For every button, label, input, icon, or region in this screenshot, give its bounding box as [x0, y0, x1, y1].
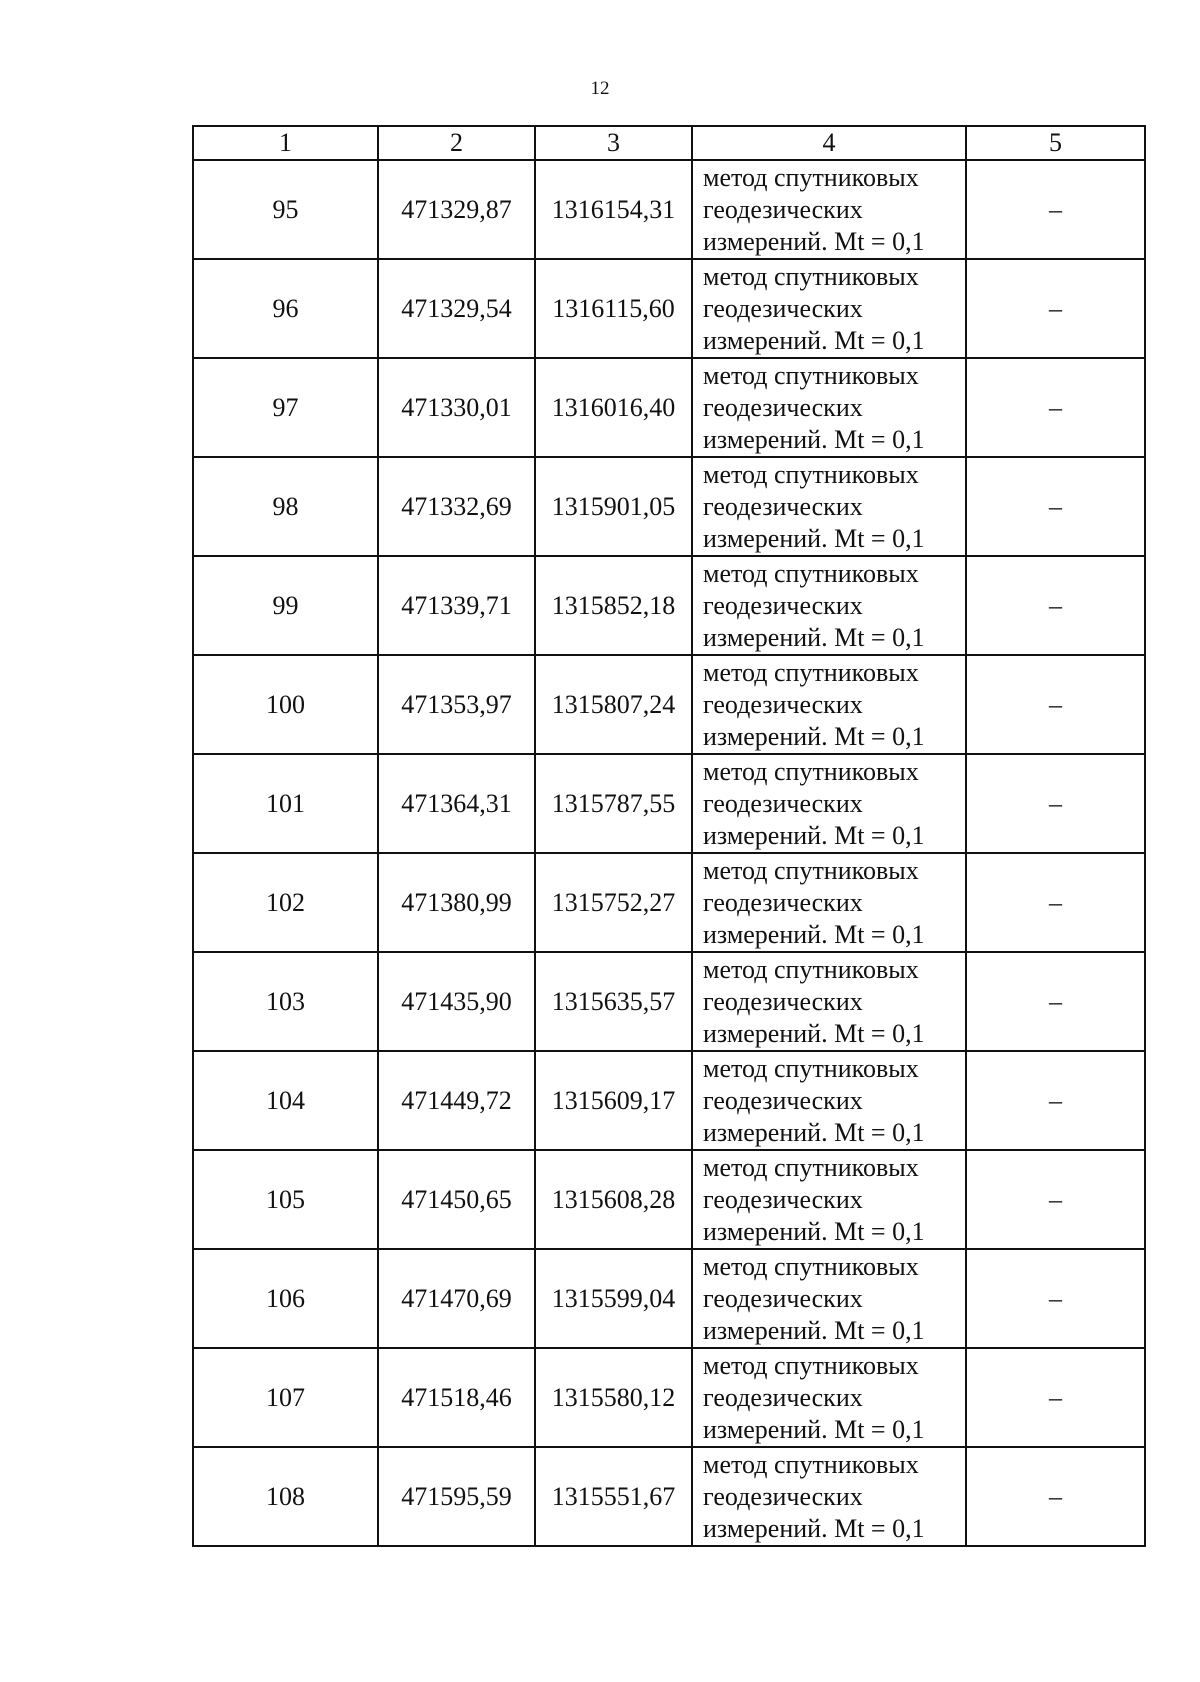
y-coordinate-cell: 1315807,24 [535, 655, 692, 754]
note-cell: – [966, 952, 1145, 1051]
y-coordinate-cell: 1315852,18 [535, 556, 692, 655]
method-line: измерений. Mt = 0,1 [703, 721, 925, 751]
y-coordinate-cell: 1315635,57 [535, 952, 692, 1051]
table-row [193, 1447, 1145, 1546]
x-coordinate-cell: 471353,97 [378, 655, 535, 754]
table-row [193, 1348, 1145, 1447]
table-row [193, 655, 1145, 754]
note-cell: – [966, 1051, 1145, 1150]
method-line: геодезических [703, 1184, 863, 1214]
point-number-cell: 95 [193, 160, 378, 259]
x-coordinate-cell: 471380,99 [378, 853, 535, 952]
method-line: геодезических [703, 986, 863, 1016]
point-number-cell: 107 [193, 1348, 378, 1447]
note-cell: – [966, 1150, 1145, 1249]
y-coordinate-cell: 1315608,28 [535, 1150, 692, 1249]
point-number-cell: 102 [193, 853, 378, 952]
method-line: метод спутниковых [703, 1053, 919, 1083]
note-cell: – [966, 1348, 1145, 1447]
note-cell: – [966, 1447, 1145, 1546]
method-cell [692, 1447, 966, 1546]
method-line: геодезических [703, 689, 863, 719]
method-line: измерений. Mt = 0,1 [703, 1414, 925, 1444]
y-coordinate-cell: 1315901,05 [535, 457, 692, 556]
table-row [193, 754, 1145, 853]
x-coordinate-cell: 471330,01 [378, 358, 535, 457]
point-number-cell: 99 [193, 556, 378, 655]
method-line: геодезических [703, 1283, 863, 1313]
table-row [193, 1051, 1145, 1150]
x-coordinate-cell: 471435,90 [378, 952, 535, 1051]
header-cell-5: 5 [966, 126, 1145, 160]
method-line: метод спутниковых [703, 162, 919, 192]
table-row [193, 952, 1145, 1051]
note-cell: – [966, 655, 1145, 754]
method-cell [692, 655, 966, 754]
method-cell [692, 952, 966, 1051]
x-coordinate-cell: 471470,69 [378, 1249, 535, 1348]
table-row [193, 556, 1145, 655]
method-line: измерений. Mt = 0,1 [703, 1018, 925, 1048]
method-line: измерений. Mt = 0,1 [703, 1315, 925, 1345]
note-cell: – [966, 358, 1145, 457]
table-row [193, 160, 1145, 259]
method-cell [692, 853, 966, 952]
x-coordinate-cell: 471329,87 [378, 160, 535, 259]
method-line: измерений. Mt = 0,1 [703, 325, 925, 355]
x-coordinate-cell: 471364,31 [378, 754, 535, 853]
method-line: геодезических [703, 1481, 863, 1511]
table-row [193, 853, 1145, 952]
point-number-cell: 101 [193, 754, 378, 853]
method-line: метод спутниковых [703, 1152, 919, 1182]
note-cell: – [966, 160, 1145, 259]
y-coordinate-cell: 1315787,55 [535, 754, 692, 853]
method-line: геодезических [703, 887, 863, 917]
y-coordinate-cell: 1316115,60 [535, 259, 692, 358]
note-cell: – [966, 259, 1145, 358]
point-number-cell: 97 [193, 358, 378, 457]
method-line: метод спутниковых [703, 756, 919, 786]
table-row [193, 1150, 1145, 1249]
method-line: метод спутниковых [703, 1251, 919, 1281]
method-cell [692, 259, 966, 358]
x-coordinate-cell: 471332,69 [378, 457, 535, 556]
method-line: измерений. Mt = 0,1 [703, 919, 925, 949]
note-cell: – [966, 556, 1145, 655]
point-number-cell: 100 [193, 655, 378, 754]
y-coordinate-cell: 1315551,67 [535, 1447, 692, 1546]
x-coordinate-cell: 471449,72 [378, 1051, 535, 1150]
y-coordinate-cell: 1315609,17 [535, 1051, 692, 1150]
method-cell [692, 556, 966, 655]
y-coordinate-cell: 1316016,40 [535, 358, 692, 457]
point-number-cell: 106 [193, 1249, 378, 1348]
method-line: метод спутниковых [703, 954, 919, 984]
header-cell-2: 2 [378, 126, 535, 160]
method-line: метод спутниковых [703, 855, 919, 885]
page-number: 12 [590, 78, 610, 99]
y-coordinate-cell: 1315580,12 [535, 1348, 692, 1447]
y-coordinate-cell: 1315599,04 [535, 1249, 692, 1348]
method-line: измерений. Mt = 0,1 [703, 1216, 925, 1246]
x-coordinate-cell: 471595,59 [378, 1447, 535, 1546]
method-cell [692, 754, 966, 853]
x-coordinate-cell: 471329,54 [378, 259, 535, 358]
method-cell [692, 1249, 966, 1348]
method-line: метод спутниковых [703, 1449, 919, 1479]
coordinates-table [192, 125, 1146, 1547]
y-coordinate-cell: 1316154,31 [535, 160, 692, 259]
method-line: геодезических [703, 491, 863, 521]
x-coordinate-cell: 471518,46 [378, 1348, 535, 1447]
table-row [193, 457, 1145, 556]
point-number-cell: 96 [193, 259, 378, 358]
method-cell [692, 1051, 966, 1150]
table-body [193, 160, 1145, 1546]
header-cell-3: 3 [535, 126, 692, 160]
method-cell [692, 1348, 966, 1447]
method-line: измерений. Mt = 0,1 [703, 1117, 925, 1147]
point-number-cell: 103 [193, 952, 378, 1051]
method-line: метод спутниковых [703, 558, 919, 588]
method-line: измерений. Mt = 0,1 [703, 820, 925, 850]
method-line: геодезических [703, 194, 863, 224]
method-line: измерений. Mt = 0,1 [703, 523, 925, 553]
method-line: метод спутниковых [703, 459, 919, 489]
method-line: измерений. Mt = 0,1 [703, 1513, 925, 1543]
method-line: метод спутниковых [703, 360, 919, 390]
method-line: геодезических [703, 392, 863, 422]
note-cell: – [966, 1249, 1145, 1348]
point-number-cell: 105 [193, 1150, 378, 1249]
note-cell: – [966, 754, 1145, 853]
point-number-cell: 98 [193, 457, 378, 556]
method-line: измерений. Mt = 0,1 [703, 622, 925, 652]
point-number-cell: 108 [193, 1447, 378, 1546]
note-cell: – [966, 457, 1145, 556]
method-line: метод спутниковых [703, 657, 919, 687]
method-line: метод спутниковых [703, 261, 919, 291]
table-row [193, 259, 1145, 358]
method-line: измерений. Mt = 0,1 [703, 424, 925, 454]
method-cell [692, 160, 966, 259]
header-cell-4: 4 [692, 126, 966, 160]
point-number-cell: 104 [193, 1051, 378, 1150]
x-coordinate-cell: 471339,71 [378, 556, 535, 655]
header-row [193, 126, 1145, 160]
method-line: геодезических [703, 1382, 863, 1412]
method-cell [692, 358, 966, 457]
method-line: геодезических [703, 788, 863, 818]
method-cell [692, 1150, 966, 1249]
method-line: измерений. Mt = 0,1 [703, 226, 925, 256]
method-line: геодезических [703, 293, 863, 323]
y-coordinate-cell: 1315752,27 [535, 853, 692, 952]
method-line: геодезических [703, 1085, 863, 1115]
method-line: метод спутниковых [703, 1350, 919, 1380]
table-row [193, 1249, 1145, 1348]
method-cell [692, 457, 966, 556]
header-cell-1: 1 [193, 126, 378, 160]
method-line: геодезических [703, 590, 863, 620]
table-row [193, 358, 1145, 457]
x-coordinate-cell: 471450,65 [378, 1150, 535, 1249]
note-cell: – [966, 853, 1145, 952]
